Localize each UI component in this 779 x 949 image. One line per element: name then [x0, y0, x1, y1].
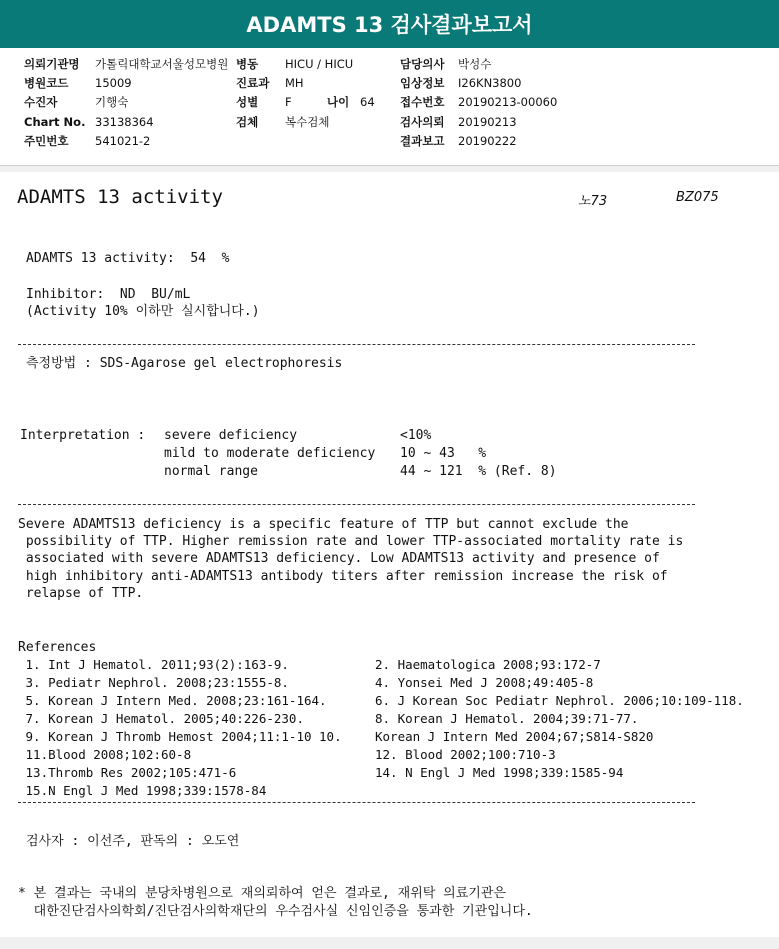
patient-info-panel [0, 48, 779, 166]
reference-item: 11.Blood 2008;102:60-8 [18, 747, 192, 762]
reference-item: 8. Korean J Hematol. 2004;39:71-77. [375, 711, 639, 726]
interpretation-category: mild to moderate deficiency [164, 446, 376, 461]
references-label: References [18, 640, 97, 655]
info-value: 복수검체 [285, 115, 330, 129]
reference-item: 9. Korean J Thromb Hemost 2004;11:1-10 10. [18, 729, 342, 744]
info-value: 64 [360, 95, 375, 109]
interpretation-range: <10% [400, 428, 432, 443]
info-label: 검사의뢰 [400, 115, 445, 129]
info-value: 33138364 [95, 115, 154, 129]
reference-item: 12. Blood 2002;100:710-3 [375, 747, 556, 762]
info-label: 검체 [236, 115, 259, 129]
info-label: 진료과 [236, 76, 270, 90]
inhibitor-note: (Activity 10% 이하만 실시합니다.) [26, 304, 260, 319]
interpretation-category: severe deficiency [164, 428, 298, 443]
info-label: 결과보고 [400, 134, 445, 148]
divider [18, 344, 695, 345]
comment-line: possibility of TTP. Higher remission rate and lower TTP-associated mortality rate is [18, 534, 684, 549]
page-title: ADAMTS 13 검사결과보고서 [246, 13, 533, 37]
info-value: HICU / HICU [285, 57, 354, 71]
info-value: 가톨릭대학교서울성모병원 [95, 57, 229, 71]
reference-item: 14. N Engl J Med 1998;339:1585-94 [375, 765, 624, 780]
reference-item: 4. Yonsei Med J 2008;49:405-8 [375, 675, 594, 690]
info-value: F [285, 95, 292, 109]
divider [18, 504, 695, 505]
info-label: 병원코드 [24, 76, 69, 90]
info-label: 수진자 [24, 95, 58, 109]
info-value: I26KN3800 [458, 76, 522, 90]
info-label: Chart No. [24, 115, 86, 129]
reference-item: 2. Haematologica 2008;93:172-7 [375, 657, 601, 672]
reference-item: Korean J Intern Med 2004;67;S814-S820 [375, 729, 654, 744]
report-document [0, 172, 779, 937]
reference-item: 1. Int J Hematol. 2011;93(2):163-9. [18, 657, 289, 672]
info-value: 20190213-00060 [458, 95, 558, 109]
footer-note: 대한진단검사의학회/진단검사의학재단의 우수검사실 신임인증을 통과한 기관입니다. [18, 904, 533, 919]
info-label: 주민번호 [24, 134, 69, 148]
info-label: 병동 [236, 57, 259, 71]
footer-note: * 본 결과는 국내의 분당차병원으로 재의뢰하여 얻은 결과로, 재위탁 의료기관은 [18, 886, 506, 901]
comment-line: high inhibitory anti-ADAMTS13 antibody titers after remission increase the risk of [18, 569, 668, 584]
info-label: 접수번호 [400, 95, 445, 109]
info-value: 20190222 [458, 134, 517, 148]
interpretation-range: 10 ~ 43 % [400, 446, 487, 461]
comment-line: relapse of TTP. [18, 586, 144, 601]
reference-item: 7. Korean J Hematol. 2005;40:226-230. [18, 711, 304, 726]
comment-line: associated with severe ADAMTS13 deficiency. Low ADAMTS13 activity and presence of [18, 551, 660, 566]
handwritten-code: BZ075 [676, 190, 719, 205]
info-label: 담당의사 [400, 57, 445, 71]
info-value: 541021-2 [95, 134, 151, 148]
interpretation-range: 44 ~ 121 % (Ref. 8) [400, 464, 557, 479]
reference-item: 13.Thromb Res 2002;105:471-6 [18, 765, 237, 780]
inhibitor-result: Inhibitor: ND BU/mL [26, 287, 191, 302]
interpretation-category: normal range [164, 464, 258, 479]
info-value: 20190213 [458, 115, 517, 129]
info-value: 박성수 [458, 57, 492, 71]
reference-item: 15.N Engl J Med 1998;339:1578-84 [18, 783, 267, 798]
activity-result: ADAMTS 13 activity: 54 % [26, 251, 230, 266]
info-label: 의뢰기관명 [24, 57, 80, 71]
report-heading: ADAMTS 13 activity [17, 186, 223, 208]
info-value: MH [285, 76, 304, 90]
interpretation-label: Interpretation : [20, 428, 146, 443]
method-line: 측정방법 : SDS-Agarose gel electrophoresis [26, 356, 343, 371]
info-label: 나이 [327, 95, 350, 109]
info-label: 임상정보 [400, 76, 445, 90]
examiner-line: 검사자 : 이선주, 판독의 : 오도연 [26, 834, 240, 849]
handwritten-note: 노73 [578, 194, 608, 209]
report-title-bar [0, 0, 779, 48]
comment-line: Severe ADAMTS13 deficiency is a specific feature of TTP but cannot exclude the [18, 517, 629, 532]
info-label: 성별 [236, 95, 259, 109]
info-value: 기행숙 [95, 95, 129, 109]
divider [18, 802, 695, 803]
reference-item: 6. J Korean Soc Pediatr Nephrol. 2006;10:109-118. [375, 693, 744, 708]
reference-item: 5. Korean J Intern Med. 2008;23:161-164. [18, 693, 327, 708]
reference-item: 3. Pediatr Nephrol. 2008;23:1555-8. [18, 675, 289, 690]
info-value: 15009 [95, 76, 132, 90]
